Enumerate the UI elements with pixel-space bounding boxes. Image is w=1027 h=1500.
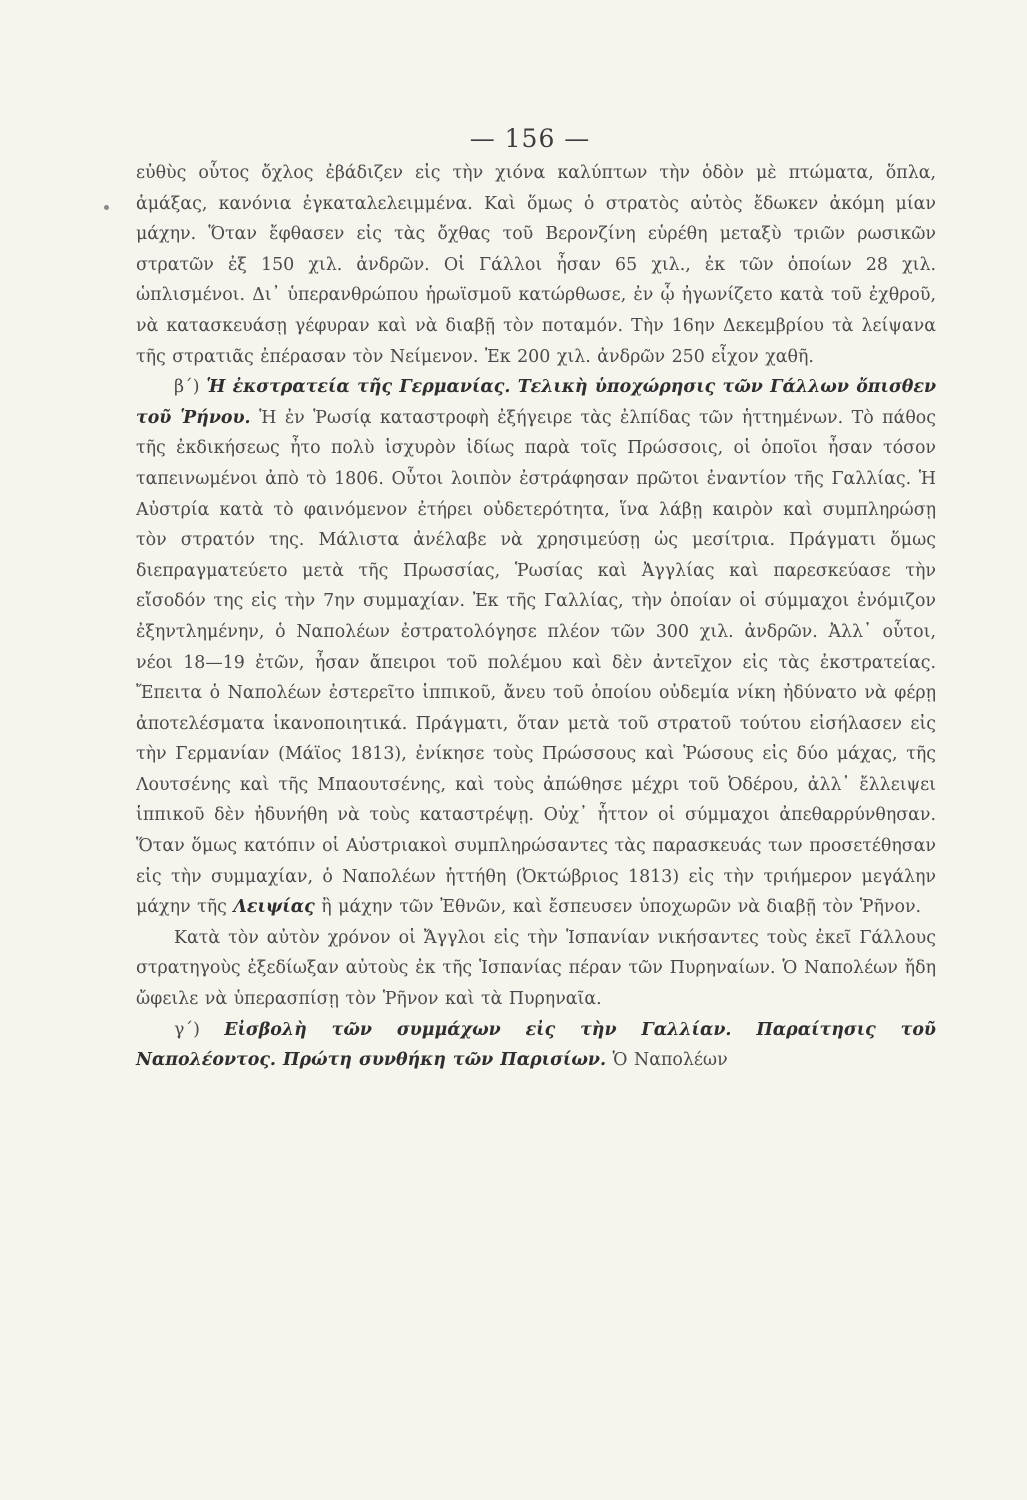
section-b-title: Ἡ ἐκστρατεία τῆς Γερμανίας. Τελικὴ ὑποχώρησις τῶν Γάλλων ὄπισθεν τοῦ Ῥήνου. — [136, 377, 937, 428]
margin-mark — [104, 205, 109, 210]
section-c-text: Ὁ Ναπολέων — [612, 1050, 728, 1071]
section-b-tail: ἢ μάχην τῶν Ἐθνῶν, καὶ ἔσπευσεν ὑποχωρῶν νὰ διαβῇ τὸν Ῥῆνον. — [321, 897, 922, 918]
paragraph-3: Κατὰ τὸν αὐτὸν χρόνον οἱ Ἄγγλοι εἰς τὴν Ἱσπανίαν νικήσαντες τοὺς ἐκεῖ Γάλλους στρατηγοὺς ἐξεδίωξαν αὐτοὺς ἐκ τῆς Ἱσπανίας πέραν τῶν Πυρηναίων. Ὁ Ναπολέων ἤδη ὤφειλε νὰ ὑπερασπίσῃ τὸν Ῥῆνον καὶ τὰ Πυρηναῖα. — [136, 927, 936, 1010]
section-c-title: Εἰσβολὴ τῶν συμμάχων εἰς τὴν Γαλλίαν. Παραίτησις τοῦ Ναπολέοντος. Πρώτη συνθήκη τῶν Παρισίων. — [136, 1019, 936, 1071]
leipzig-emphasis: Λειψίας — [233, 897, 315, 918]
section-b-text: Ἡ ἐν Ῥωσίᾳ καταστροφὴ ἐξήγειρε τὰς ἐλπίδας τῶν ἡττημένων. Τὸ πάθος τῆς ἐκδικήσεως ἦτο πολὺ ἰσχυρὸν ἰδίως παρὰ τοῖς Πρώσσοις, οἱ ὁποῖοι ἦσαν τόσον ταπεινωμένοι ἀπὸ τὸ 1806. Οὗτοι λοιπὸν ἐστράφησαν πρῶτοι ἐναντίον τῆς Γαλλίας. Ἡ Αὐστρία κατὰ τὸ φαινόμενον ἐτήρει οὐδετερότητα, ἵνα λάβῃ καιρὸν καὶ συμπληρώσῃ τὸν στρατόν της. Μάλιστα ἀνέλαβε νὰ χρησιμεύσῃ ὡς μεσίτρια. Πράγματι ὅμως διεπραγματεύετο μετὰ τῆς Πρωσσίας, Ῥωσίας καὶ Ἀγγλίας καὶ παρεσκεύασε τὴν εἴσοδόν της εἰς τὴν 7ην συμμαχίαν. Ἐκ τῆς Γαλλίας, τὴν ὁποίαν οἱ σύμμαχοι ἐνόμιζον ἐξηντλημένην, ὁ Ναπολέων ἐστρατολόγησε πλέον τῶν 300 χιλ. ἀνδρῶν. Ἀλλ᾽ οὗτοι, νέοι 18—19 ἐτῶν, ἦσαν ἄπειροι τοῦ πολέμου καὶ δὲν ἀντεῖχον εἰς τὰς ἐκστρατείας. Ἔπειτα ὁ Ναπολέων ἐστερεῖτο ἱππικοῦ, ἄνευ τοῦ ὁποίου οὐδεμία νίκη ἠδύνατο νὰ φέρῃ ἀποτελέσματα ἱκανοποιητικά. Πράγματι, ὅταν μετὰ τοῦ στρατοῦ τούτου εἰσήλασεν εἰς τὴν Γερμανίαν (Μάϊος 1813), ἐνίκησε τοὺς Πρώσσους καὶ Ῥώσους εἰς δύο μάχας, τῆς Λουτσένης καὶ τῆς Μπαουτσένης, καὶ τοὺς ἀπώθησε μέχρι τοῦ Ὀδέρου, ἀλλ᾽ ἔλλειψει ἱππικοῦ δὲν ἠδυνήθη νὰ τοὺς καταστρέψῃ. Οὐχ᾽ ἧττον οἱ σύμμαχοι ἀπεθαρρύνθησαν. Ὅταν ὅμως κατόπιν οἱ Αὐστριακοὶ συμπληρώσαντες τὰς παρασκευάς των προσετέθησαν εἰς τὴν συμμαχίαν, ὁ Ναπολέων ἡττήθη (Ὀκτώβριος 1813) εἰς τὴν τριήμερον μεγάλην μάχην τῆς — [136, 407, 936, 918]
page-number: — 156 — — [469, 124, 591, 153]
paragraph-1: εὐθὺς οὗτος ὄχλος ἐβάδιζεν εἰς τὴν χιόνα καλύπτων τὴν ὁδὸν μὲ πτώματα, ὅπλα, ἁμάξας, κανόνια ἐγκαταλελειμμένα. Καὶ ὅμως ὁ στρατὸς αὐτὸς ἔδωκεν ἀκόμη μίαν μάχην. Ὅταν ἔφθασεν εἰς τὰς ὄχθας τοῦ Βερονζίνη εὑρέθη μεταξὺ τριῶν ρωσικῶν στρατῶν ἐξ 150 χιλ. ἀνδρῶν. Οἱ Γάλλοι ἦσαν 65 χιλ., ἐκ τῶν ὁποίων 28 χιλ. ὡπλισμένοι. Δι᾽ ὑπερανθρώπου ἡρωϊσμοῦ κατώρθωσε, ἐν ᾧ ἠγωνίζετο κατὰ τοῦ ἐχθροῦ, νὰ κατασκευάσῃ γέφυραν καὶ νὰ διαβῇ τὸν ποταμόν. Τὴν 16ην Δεκεμβρίου τὰ λείψανα τῆς στρατιᾶς ἐπέρασαν τὸν Νείμενον. Ἐκ 200 χιλ. ἀνδρῶν 250 εἶχον χαθῆ. — [136, 163, 936, 367]
section-c-label: γ΄) — [174, 1019, 200, 1040]
body-text — [136, 158, 936, 1076]
section-b-label: β΄) — [174, 377, 200, 398]
paragraph-section-c — [136, 1015, 936, 1076]
paragraph-section-b — [136, 372, 936, 923]
